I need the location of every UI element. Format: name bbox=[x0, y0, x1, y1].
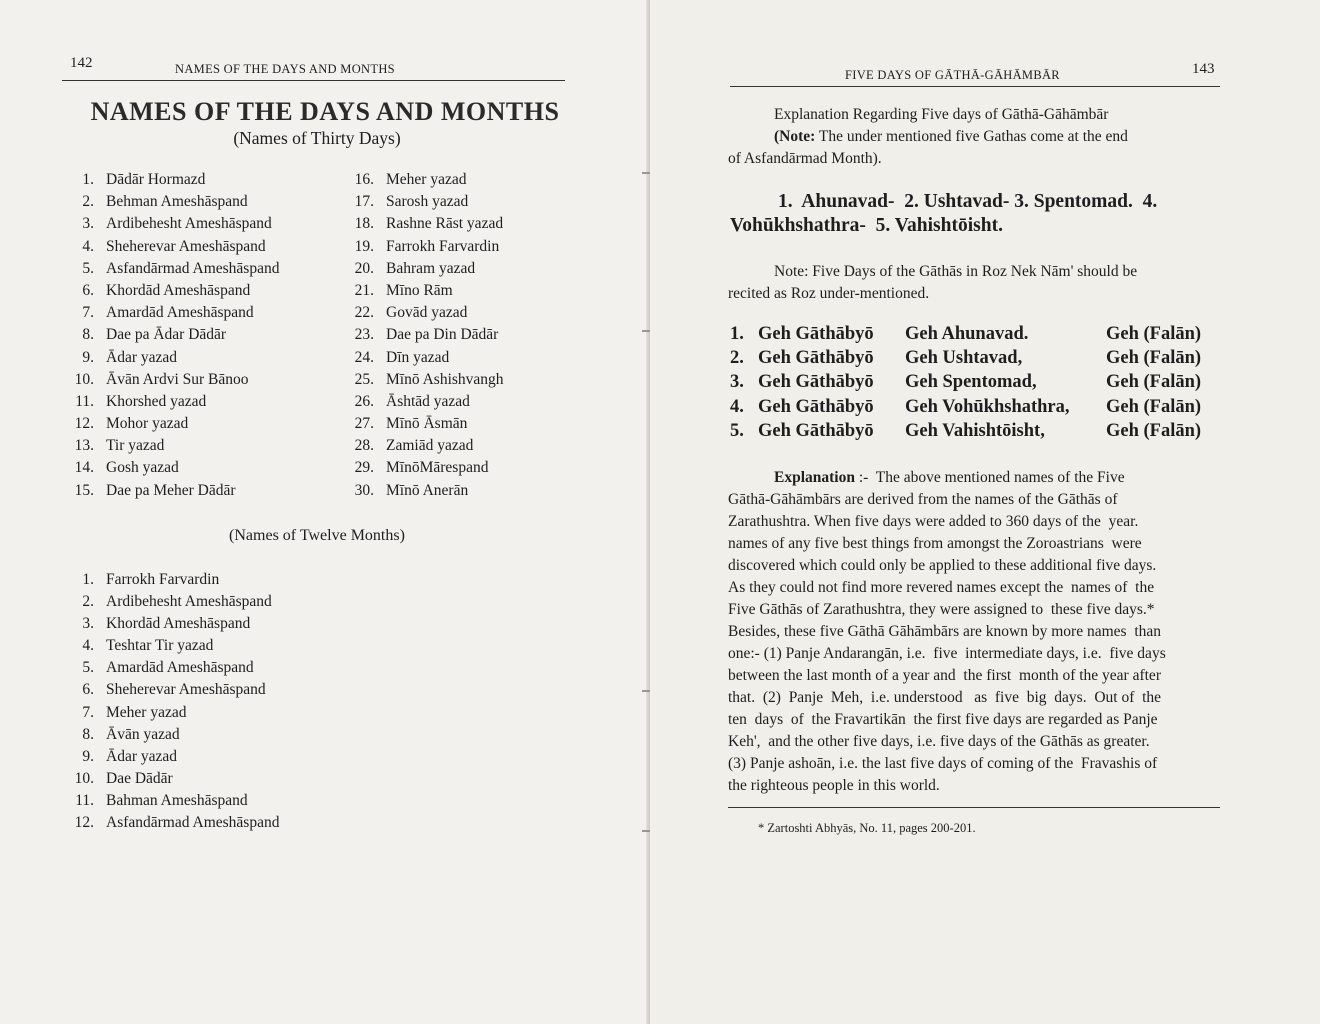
list-item: 9. Ādar yazad bbox=[82, 747, 177, 765]
list-item: 8. Dae pa Ādar Dādār bbox=[82, 326, 227, 344]
list-item: 22. Govād yazad bbox=[354, 304, 468, 322]
list-item: 15. Dae pa Meher Dādār bbox=[74, 481, 236, 499]
list-item: 14. Gosh yazad bbox=[74, 459, 179, 477]
table-row: 4. Geh Gāthābyō Geh Vohūkhshathra, Geh (Falān) bbox=[730, 396, 1202, 417]
list-item: 25. Mīnō Ashishvangh bbox=[354, 370, 504, 388]
page-number: 142 bbox=[70, 55, 93, 71]
list-item: 29. MīnōMārespand bbox=[354, 459, 489, 477]
list-item: 21. Mīno Rām bbox=[354, 281, 453, 299]
list-item: 2. Ardibehesht Ameshāspand bbox=[82, 593, 272, 611]
months-subtitle: (Names of Twelve Months) bbox=[229, 527, 405, 544]
table-row: 1. Geh Gāthābyō Geh Ahunavad. Geh (Falān) bbox=[730, 324, 1202, 344]
list-item: 6. Sheherevar Ameshāspand bbox=[82, 681, 266, 699]
note2-line: Note: Five Days of the Gāthās in Roz Nek Nām' should be bbox=[774, 263, 1138, 280]
footnote: * Zartoshti Abhyās, No. 11, pages 200-201. bbox=[758, 821, 976, 835]
list-item: 18. Rashne Rāst yazad bbox=[354, 215, 504, 233]
list-item: 6. Khordād Ameshāspand bbox=[82, 281, 251, 299]
list-item: 4. Sheherevar Ameshāspand bbox=[82, 237, 266, 255]
list-item: 20. Bahram yazad bbox=[354, 259, 476, 277]
explanation-paragraph: Explanation :- The above mentioned names of the Five Gāthā-Gāhāmbārs are derived from the names of the Gāthās of Zarathushtra. When five days were added to 360 days of the year. names of any five best things from amongst the Zoroastrians were discovered which could only be applied to these additional five days. As they could not find more revered names except the names of the Five Gāthās of Zarathushtra, they were assigned to these five days.* Besides, these five Gāthā Gāhāmbārs are known by more names than one:- (1) Panje Andarangān, i.e. five intermediate days, i.e. five days between the last month of a year and the first month of the year after that. (2) Panje Meh, i.e. understood as five big days. Out of the ten days of the Fravartikān the first five days are regarded as Panje Keh', and the other five days, i.e. five days of the Gāthās as greater. (3) Panje ashoān, i.e. the last five days of coming of the Fravashis of the righteous people in this world. bbox=[728, 469, 1166, 794]
days-subtitle: (Names of Thirty Days) bbox=[233, 128, 401, 148]
months-list bbox=[66, 571, 279, 836]
footnote-rule bbox=[728, 807, 1220, 808]
list-item: 28. Zamiād yazad bbox=[354, 437, 474, 455]
list-item: 11. Khorshed yazad bbox=[75, 392, 207, 410]
page-title: NAMES OF THE DAYS AND MONTHS bbox=[90, 97, 560, 126]
list-item: 2. Behman Ameshāspand bbox=[82, 193, 248, 211]
list-item: 3. Ardibehesht Ameshāspand bbox=[82, 215, 272, 233]
header-rule bbox=[730, 86, 1220, 87]
list-item: 3. Khordād Ameshāspand bbox=[82, 615, 251, 633]
list-item: 4. Teshtar Tir yazad bbox=[82, 637, 214, 655]
note2-line: recited as Roz under-mentioned. bbox=[728, 285, 930, 302]
list-item: 27. Mīnō Āsmān bbox=[354, 415, 468, 433]
days-column-1 bbox=[54, 171, 279, 504]
list-item: 1. Dādār Hormazd bbox=[82, 171, 206, 188]
geh-table bbox=[730, 324, 1230, 445]
list-item: 19. Farrokh Farvardin bbox=[354, 237, 500, 255]
list-item: 10. Dae Dādār bbox=[74, 769, 173, 787]
explanation-heading: Explanation Regarding Five days of Gāthā-Gāhāmbār bbox=[774, 106, 1109, 123]
header-rule bbox=[62, 80, 565, 81]
running-head: FIVE DAYS OF GĀTHĀ-GĀHĀMBĀR bbox=[845, 68, 1060, 82]
note-line: of Asfandārmad Month). bbox=[728, 150, 882, 167]
list-item: 7. Amardād Ameshāspand bbox=[82, 304, 254, 322]
list-item: 12. Mohor yazad bbox=[74, 415, 189, 433]
list-item: 12. Asfandārmad Ameshāspand bbox=[74, 814, 280, 832]
list-item: 13. Tir yazad bbox=[74, 437, 165, 455]
note-line: (Note: The under mentioned five Gathas come at the end bbox=[774, 128, 1128, 145]
list-item: 10. Āvān Ardvi Sur Bānoo bbox=[74, 370, 249, 388]
table-row: 5. Geh Gāthābyō Geh Vahishtōisht, Geh (Falān) bbox=[730, 420, 1202, 441]
list-item: 11. Bahman Ameshāspand bbox=[75, 791, 248, 809]
list-item: 8. Āvān yazad bbox=[82, 725, 180, 743]
list-item: 26. Āshtād yazad bbox=[354, 392, 470, 410]
list-item: 5. Asfandārmad Ameshāspand bbox=[82, 259, 280, 277]
list-item: 23. Dae pa Din Dādār bbox=[354, 326, 499, 344]
running-head: NAMES OF THE DAYS AND MONTHS bbox=[175, 62, 395, 76]
left-page bbox=[0, 0, 650, 1024]
table-row: 2. Geh Gāthābyō Geh Ushtavad, Geh (Falān) bbox=[730, 348, 1202, 369]
right-page bbox=[650, 0, 1320, 1024]
list-item: 9. Ādar yazad bbox=[82, 348, 177, 366]
list-item: 16. Meher yazad bbox=[354, 171, 467, 188]
table-row: 3. Geh Gāthābyō Geh Spentomad, Geh (Falān) bbox=[730, 372, 1202, 393]
gathas-line: 1. Ahunavad- 2. Ushtavad- 3. Spentomad. 4. bbox=[778, 191, 1158, 212]
list-item: 5. Amardād Ameshāspand bbox=[82, 659, 254, 677]
list-item: 1. Farrokh Farvardin bbox=[82, 571, 220, 588]
list-item: 7. Meher yazad bbox=[82, 703, 187, 721]
page-number: 143 bbox=[1192, 61, 1215, 77]
gathas-line: Vohūkhshathra- 5. Vahishtōisht. bbox=[730, 215, 1003, 236]
days-column-2 bbox=[334, 171, 504, 504]
list-item: 17. Sarosh yazad bbox=[354, 193, 469, 211]
list-item: 24. Dīn yazad bbox=[354, 348, 450, 366]
list-item: 30. Mīnō Anerān bbox=[354, 481, 469, 499]
